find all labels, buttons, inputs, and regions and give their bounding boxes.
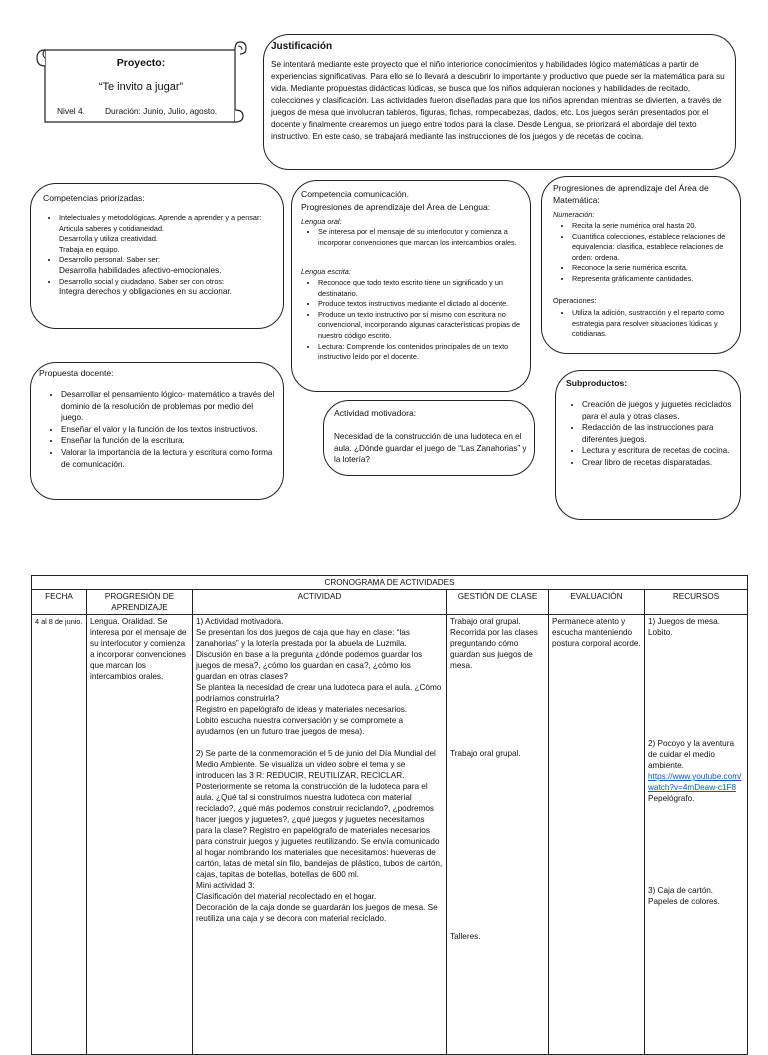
math-box xyxy=(541,176,741,354)
project-label: Proyecto: xyxy=(116,57,166,69)
justification-text: Se intentará mediante este proyecto que el niño interiorice conocimientos y habilidades lógico matemáticas a partir de experiencias significativas. Para ello se lo llevará a descubrir lo importante y productivo que puede ser la matemática para su vida. Mediante propuestas didácticas lúdicas, se busca que los niños adquieran nociones y habilidades de recitado, colecciones y clasificación. Las actividades fueron diseñadas para que los niños aprendan mientras se divierten, a través de juegos de mesa que involucran tableros, figuras, fichas, rompecabezas, dados, etc. Los juegos serán presentados por el docente y finalmente crearemos un juego entre todos para la clase. Desde Lengua, se priorizará el abordaje del texto instructivo. En este caso, se trabajará mediante las instrucciones de los juegos y de recetas de cocina. xyxy=(271,60,725,141)
competencies-title: Competencias priorizadas: xyxy=(43,193,145,203)
header-gestion: GESTIÓN DE CLASE xyxy=(447,590,549,615)
written-item: • Produce textos instructivos mediante el dictado al docente. xyxy=(318,299,523,310)
operations-label: Operaciones: xyxy=(553,296,597,305)
communication-subtitle: Progresiones de aprendizaje del Área de Lengua: xyxy=(301,202,491,212)
written-label: Lengua escrita: xyxy=(301,267,351,276)
competency-item: • Desarrollo personal. Saber ser: Desarrolla habilidades afectivo-emocionales. xyxy=(59,255,279,276)
written-list xyxy=(298,278,523,363)
schedule-title: CRONOGRAMA DE ACTIVIDADES xyxy=(32,576,748,590)
operations-list xyxy=(552,308,738,340)
cell-date: 4 al 8 de junio. xyxy=(32,615,87,1055)
numeration-item: • Cuantifica colecciones, establece relaciones de equivalencia: clasifica, establece relaciones de orden: ordena. xyxy=(572,232,738,264)
motivation-title: Actividad motivadora: xyxy=(334,408,417,418)
table-row xyxy=(32,615,748,1055)
subproduct-item: • Redacción de las instrucciones para diferentes juegos. xyxy=(582,422,738,445)
justification-title: Justificación xyxy=(271,41,333,52)
numeration-list xyxy=(552,221,738,285)
competency-item: • Desarrollo social y ciudadano. Saber ser con otros: Integra derechos y obligaciones en su accionar. xyxy=(59,277,279,298)
header-fecha: FECHA xyxy=(32,590,87,615)
cell-progression: Lengua. Oralidad. Se interesa por el mensaje de su interlocutor y comienza a incorporar convenciones que marcan los intercambios orales. xyxy=(87,615,193,1055)
video-link[interactable]: https://www.youtube.com/watch?v=4mDeaw-c1F8 xyxy=(648,772,742,792)
math-title: Progresiones de aprendizaje del Área de Matemática: xyxy=(553,183,709,205)
table-header-row xyxy=(32,590,748,615)
numeration-item: • Recita la serie numérica oral hasta 20. xyxy=(572,221,738,232)
proposal-box xyxy=(30,362,284,500)
cell-management: Trabajo oral grupal. Recorrida por las clases preguntando cómo guardan sus juegos de mesa. Trabajo oral grupal. Talleres. xyxy=(447,615,549,1055)
proposal-title: Propuesta docente: xyxy=(39,368,114,378)
cell-evaluation: Permanece atento y escucha manteniendo postura corporal acorde. xyxy=(549,615,645,1055)
written-item: • Produce un texto instructivo por sí mismo con escritura no convencional, incorporando algunas características propias de nuestro código escrito. xyxy=(318,310,523,342)
competency-item: • Intelectuales y metodológicas. Aprende a aprender y a pensar: Articula saberes y cotidianeidad. Desarrolla y utiliza creatividad. Trabaja en equipo. xyxy=(59,213,279,255)
proposal-item: • Enseñar la función de la escritura. xyxy=(61,435,277,447)
project-name: “Te invito a jugar” xyxy=(98,81,184,93)
communication-title: Competencia comunicación. xyxy=(301,189,409,199)
written-item: • Reconoce que todo texto escrito tiene un significado y un destinatario. xyxy=(318,278,523,299)
cell-activity: 1) Actividad motivadora. Se presentan los dos juegos de caja que hay en clase: “las zanahorias” y la lotería prestada por la abuela de Luzmila. Discusión en base a la pregunta ¿dónde podemos guardar los juegos de mesa?, ¿cómo los guardan en casa?, ¿cómo los guardan en otras clases? Se plantea la necesidad de crear una ludoteca para el aula. ¿Cómo podríamos construirla? Registro en papelógrafo de ideas y materiales necesarios. Lobito escucha nuestra conversación y se compromete a ayudarnos (en un futuro trae juegos de mesa). 2) Se parte de la conmemoración el 5 de junio del Día Mundial del Medio Ambiente. Se visualiza un video sobre el tema y se introducen las 3 R: REDUCIR, REUTILIZAR, RECICLAR. Posteriormente se retoma la construcción de la ludoteca para el aula. ¿Qué tal si construimos nuestra ludoteca con material reciclado?, ¿qué más podemos construir reciclando?, ¿podremos hacer juegos y juguetes?, ¿qué juegos y juguetes necesitamos para la clase? Registro en papelógrafo de materiales necesarios para construir juegos y juguetes reutilizando. Se envía comunicado al hogar nombrando los materiales que necesitamos: hueveras de cartón, latas de metal sin filo, bandejas de plástico, tubos de cartón, cajas, tapitas de botellas, botellas de 600 ml. Mini actividad 3: Clasificación del material recolectado en el hogar. Decoración de la caja donde se guardarán los juegos de mesa. Se reutiliza una caja y se decora con material reciclado. xyxy=(193,615,447,1055)
competencies-list xyxy=(39,213,279,298)
numeration-item: • Reconoce la serie numérica escrita. xyxy=(572,263,738,274)
oral-label: Lengua oral: xyxy=(301,217,342,226)
header-recursos: RECURSOS xyxy=(645,590,748,615)
numeration-label: Numeración: xyxy=(553,210,595,219)
proposal-item: • Enseñar el valor y la función de los textos instructivos. xyxy=(61,424,277,436)
operations-item: • Utiliza la adición, sustracción y el reparto como estrategia para resolver situaciones lúdicas y cotidianas. xyxy=(572,308,738,340)
project-scroll xyxy=(35,40,247,132)
subproducts-title: Subproductos: xyxy=(566,378,628,388)
motivation-text: Necesidad de la construcción de una ludoteca en el aula. ¿Dónde guardar el juego de “Las Zanahorias” y la lotería? xyxy=(334,432,527,464)
numeration-item: • Representa gráficamente cantidades. xyxy=(572,274,738,285)
subproduct-item: • Lectura y escritura de recetas de cocina. xyxy=(582,445,738,457)
proposal-list xyxy=(41,389,277,470)
header-evaluacion: EVALUACIÓN xyxy=(549,590,645,615)
oral-item: • Se interesa por el mensaje de su interlocutor y comienza a incorporar convenciones que marcan los intercambios orales. xyxy=(318,227,523,248)
header-progresion: PROGRESIÓN DE APRENDIZAJE xyxy=(87,590,193,615)
justification-box xyxy=(263,34,736,170)
motivation-box xyxy=(323,400,535,476)
header-actividad: ACTIVIDAD xyxy=(193,590,447,615)
subproduct-item: • Crear libro de recetas disparatadas. xyxy=(582,457,738,469)
competencies-box xyxy=(30,183,284,329)
subproduct-item: • Creación de juegos y juguetes reciclados para el aula y otras clases. xyxy=(582,399,738,422)
subproducts-box xyxy=(555,370,741,520)
written-item: • Lectura: Comprende los contenidos principales de un texto instructivo leído por el docente. xyxy=(318,342,523,363)
project-level: Nivel 4. xyxy=(57,106,85,116)
proposal-item: • Valorar la importancia de la lectura y escritura como forma de comunicación. xyxy=(61,447,277,470)
project-duration: Duración: Junio, Julio, agosto. xyxy=(105,106,218,116)
subproducts-list xyxy=(562,399,738,469)
proposal-item: • Desarrollar el pensamiento lógico- matemático a través del dominio de la resolución de problemas por medio del juego. xyxy=(61,389,277,424)
schedule-table xyxy=(31,575,748,1055)
cell-resources: 1) Juegos de mesa. Lobito. 2) Pocoyo y la aventura de cuidar el medio ambiente. https://www.youtube.com/watch?v=4mDeaw-c1F8 Pepelógrafo. 3) Caja de cartón. Papeles de colores. xyxy=(645,615,748,1055)
communication-box xyxy=(291,180,531,392)
oral-list xyxy=(298,227,523,248)
